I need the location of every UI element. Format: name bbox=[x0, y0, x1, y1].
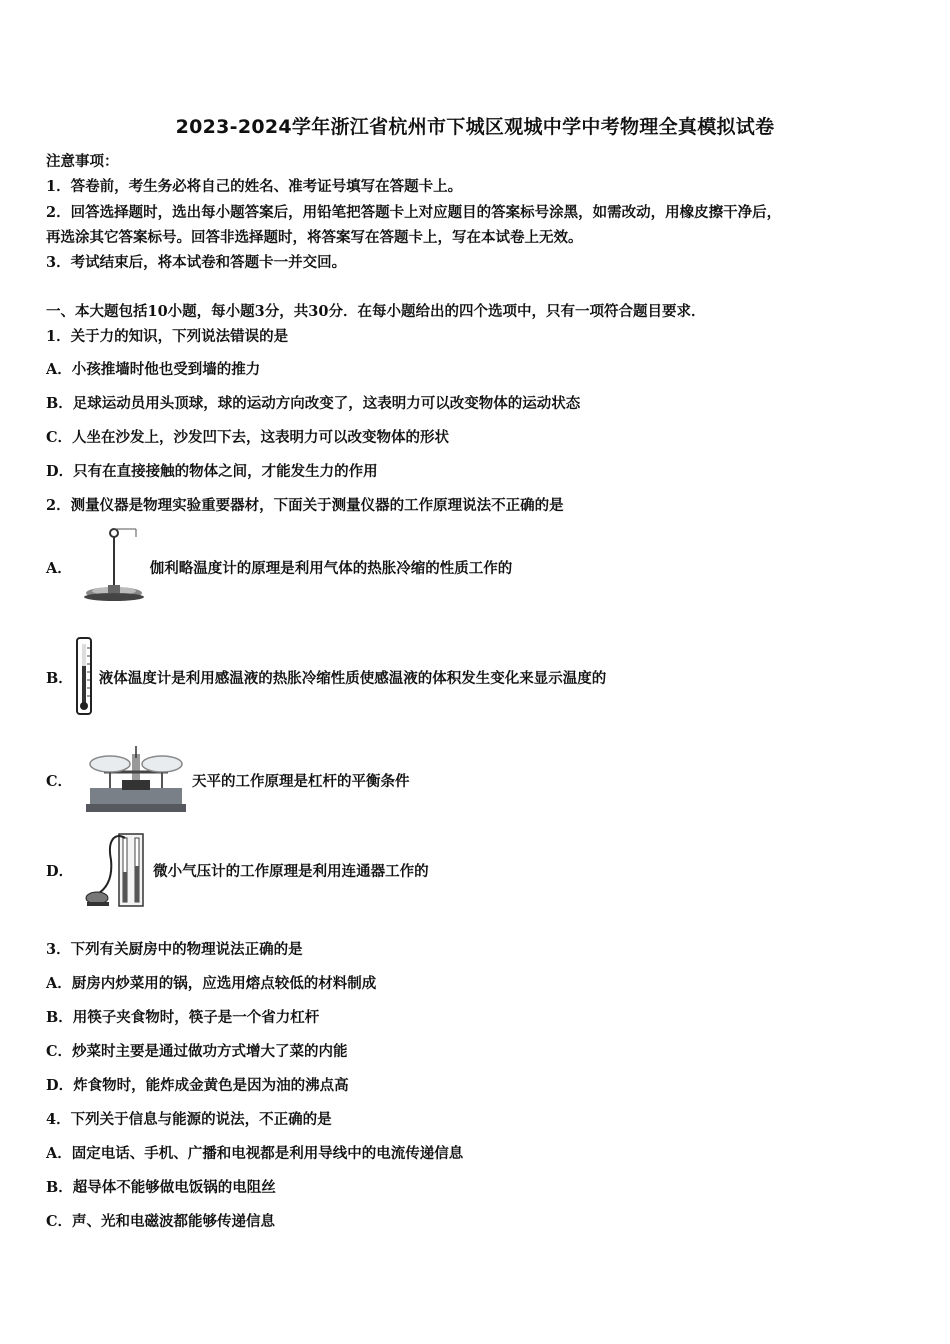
notice-item-2: 2．回答选择题时，选出每小题答案后，用铅笔把答题卡上对应题目的答案标号涂黑，如需改动，用橡皮擦干净后， bbox=[46, 204, 782, 221]
liquid-thermometer-icon bbox=[73, 636, 95, 718]
q2-option-b-text: 液体温度计是利用感温液的热胀冷缩性质使感温液的体积发生变化来显示温度的 bbox=[98, 669, 607, 687]
q2-option-a-label: A． bbox=[46, 559, 72, 577]
q4-option-a: A．固定电话、手机、广播和电视都是利用导线中的电流传递信息 bbox=[46, 1145, 464, 1162]
q2-option-a bbox=[46, 527, 512, 607]
notice-item-1: 1．答卷前，考生务必将自己的姓名、准考证号填写在答题卡上。 bbox=[46, 178, 463, 195]
galileo-thermometer-icon bbox=[84, 527, 146, 607]
q2-option-b bbox=[46, 636, 606, 718]
balance-scale-icon bbox=[84, 744, 188, 816]
notice-item-3: 3．考试结束后，将本试卷和答题卡一并交回。 bbox=[46, 254, 347, 271]
q1-stem: 1．关于力的知识，下列说法错误的是 bbox=[46, 328, 289, 345]
q1-option-d: D．只有在直接接触的物体之间，才能发生力的作用 bbox=[46, 463, 378, 480]
q1-option-b: B．足球运动员用头顶球，球的运动方向改变了，这表明力可以改变物体的运动状态 bbox=[46, 395, 581, 412]
q2-option-d-text: 微小气压计的工作原理是利用连通器工作的 bbox=[153, 862, 429, 880]
q1-option-a: A．小孩推墙时他也受到墙的推力 bbox=[46, 361, 261, 378]
pressure-gauge-icon bbox=[85, 830, 149, 910]
q2-option-a-text: 伽利略温度计的原理是利用气体的热胀冷缩的性质工作的 bbox=[149, 559, 513, 577]
q2-option-d-label: D． bbox=[46, 862, 74, 880]
section-heading: 一、本大题包括10小题，每小题3分，共30分．在每小题给出的四个选项中，只有一项符合题目要求． bbox=[46, 303, 706, 320]
q4-option-c: C．声、光和电磁波都能够传递信息 bbox=[46, 1213, 276, 1230]
q2-option-c-label: C． bbox=[46, 772, 73, 790]
q2-stem: 2．测量仪器是物理实验重要器材，下面关于测量仪器的工作原理说法不正确的是 bbox=[46, 497, 564, 514]
q3-stem: 3．下列有关厨房中的物理说法正确的是 bbox=[46, 941, 303, 958]
q3-option-d: D．炸食物时，能炸成金黄色是因为油的沸点高 bbox=[46, 1077, 349, 1094]
q3-option-c: C．炒菜时主要是通过做功方式增大了菜的内能 bbox=[46, 1043, 348, 1060]
notice-item-2-cont: 再选涂其它答案标号。回答非选择题时，将答案写在答题卡上，写在本试卷上无效。 bbox=[46, 229, 583, 246]
page-title: 2023-2024学年浙江省杭州市下城区观城中学中考物理全真模拟试卷 bbox=[175, 116, 775, 138]
notice-heading: 注意事项： bbox=[46, 153, 119, 170]
q1-option-c: C．人坐在沙发上，沙发凹下去，这表明力可以改变物体的形状 bbox=[46, 429, 450, 446]
q2-option-b-label: B． bbox=[46, 669, 73, 687]
q4-stem: 4．下列关于信息与能源的说法，不正确的是 bbox=[46, 1111, 332, 1128]
q2-option-c bbox=[46, 744, 410, 816]
q3-option-b: B．用筷子夹食物时，筷子是一个省力杠杆 bbox=[46, 1009, 320, 1026]
q2-option-c-text: 天平的工作原理是杠杆的平衡条件 bbox=[192, 772, 410, 790]
q3-option-a: A．厨房内炒菜用的锅，应选用熔点较低的材料制成 bbox=[46, 975, 377, 992]
q4-option-b: B．超导体不能够做电饭锅的电阻丝 bbox=[46, 1179, 276, 1196]
q2-option-d bbox=[46, 830, 429, 910]
